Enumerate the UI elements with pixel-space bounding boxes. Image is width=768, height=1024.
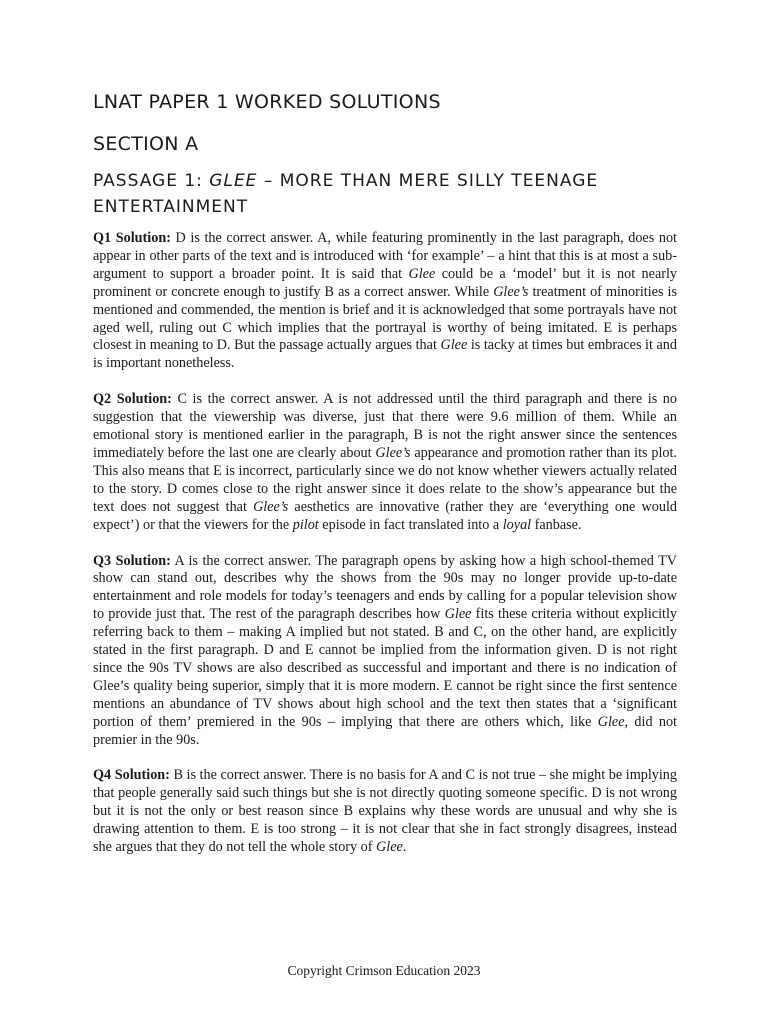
solution-text: . <box>402 839 407 856</box>
solution-text: appearance and promotion rather than its plot. This also means that E is incorrect, particularly since we do not know whether viewers actually related to the story. D comes close to the right answer since it does relate to the show’s appearance but the text does not suggest that <box>93 444 677 515</box>
solution-text-italic: Glee <box>408 265 436 282</box>
solution-text: D is the correct answer. A, while featuring prominently in the last paragraph, does not appear in other parts of the text and is introduced with ‘for example’ – a hint that this is at most a sub-argument to support a broader point. It is said that <box>93 230 677 282</box>
solution-text-italic: Glee <box>440 337 468 354</box>
solution-text: treatment of minorities is mentioned and commended, the mention is brief and it is acknowledged that some portrayals have not aged well, ruling out C which implies that the portrayal is worthy of being imitated. E is perhaps closest in meaning to D. But the passage actually argues that <box>93 283 677 354</box>
solution-text: aesthetics are innovative (rather they are ‘everything one would expect’) or that the viewers for the <box>93 498 677 533</box>
solution-q4 <box>93 767 677 857</box>
solution-text-italic: Glee’s <box>253 498 289 515</box>
solution-text: B is the correct answer. There is no basis for A and C is not true – she might be implying that people generally said such things but she is not directly quoting someone specific. D is not wrong but it is not the only or best reason since B explains why these words are unusual and why she is drawing attention to them. E is too strong – it is not clear that she in fact strongly disagrees, instead she argues that they do not tell the whole story of <box>93 767 677 856</box>
solution-text-italic: Glee’s <box>375 444 411 461</box>
solution-text: could be a ‘model’ but it is not nearly prominent or concrete enough to justify B as a correct answer. While <box>93 265 677 300</box>
passage-title-italic: GLEE <box>209 171 258 191</box>
passage-heading <box>93 168 677 220</box>
solution-text: is tacky at times but embraces it and is important nonetheless. <box>93 337 677 372</box>
solution-text-italic: Glee’s <box>493 283 529 300</box>
solution-text-italic: loyal <box>502 516 532 533</box>
solution-q1 <box>93 230 677 373</box>
solution-text-italic: Glee <box>597 713 625 730</box>
solution-text-italic: pilot <box>292 516 319 533</box>
passage-suffix: – MORE THAN MERE SILLY TEENAGE ENTERTAINMENT <box>93 171 599 217</box>
solution-text: fits these criteria without explicitly referring back to them – making A implied but not stated. B and C, on the other hand, are explicitly stated in the first paragraph. D and E cannot be implied from the information given. D is not right since the 90s TV shows are also described as successful and important and there is no indication of Glee’s quality being superior, simply that it is more modern. E cannot be right since the first sentence mentions an abundance of TV shows about high school and the text then states that a ‘significant portion of them’ premiered in the 90s – implying that there are others which, like <box>93 606 677 730</box>
section-heading: SECTION A <box>93 133 199 155</box>
solution-label: Q4 Solution: <box>93 767 170 784</box>
solution-text: , did not premier in the 90s. <box>93 713 677 748</box>
solution-text: fanbase. <box>531 516 582 533</box>
solution-text: episode in fact translated into a <box>318 516 503 533</box>
solution-label: Q3 Solution: <box>93 552 171 569</box>
page-footer: Copyright Crimson Education 2023 <box>287 963 481 978</box>
solution-text-italic: Glee <box>444 606 472 623</box>
solution-label: Q2 Solution: <box>93 391 172 408</box>
solution-text-italic: Glee <box>376 839 403 856</box>
solution-q2 <box>93 391 677 534</box>
document-page <box>93 88 677 875</box>
solution-text: A is the correct answer. The paragraph opens by asking how a high school-themed TV show can stand out, describes why the shows from the 90s may no longer provide up-to-date entertainment and role models for today’s teenagers and ends by calling for a popular television show to provide just that. The rest of the paragraph describes how <box>93 552 677 623</box>
solution-q3 <box>93 553 677 750</box>
solution-label: Q1 Solution: <box>93 230 171 246</box>
passage-prefix: PASSAGE 1: <box>93 171 210 191</box>
page-title: LNAT PAPER 1 WORKED SOLUTIONS <box>93 91 441 113</box>
solution-text: C is the correct answer. A is not addressed until the third paragraph and there is no suggestion that the viewership was diverse, just that there were 9.6 million of them. While an emotional story is mentioned earlier in the paragraph, B is not the right answer since the sentences immediately before the last one are clearly about <box>93 391 677 461</box>
